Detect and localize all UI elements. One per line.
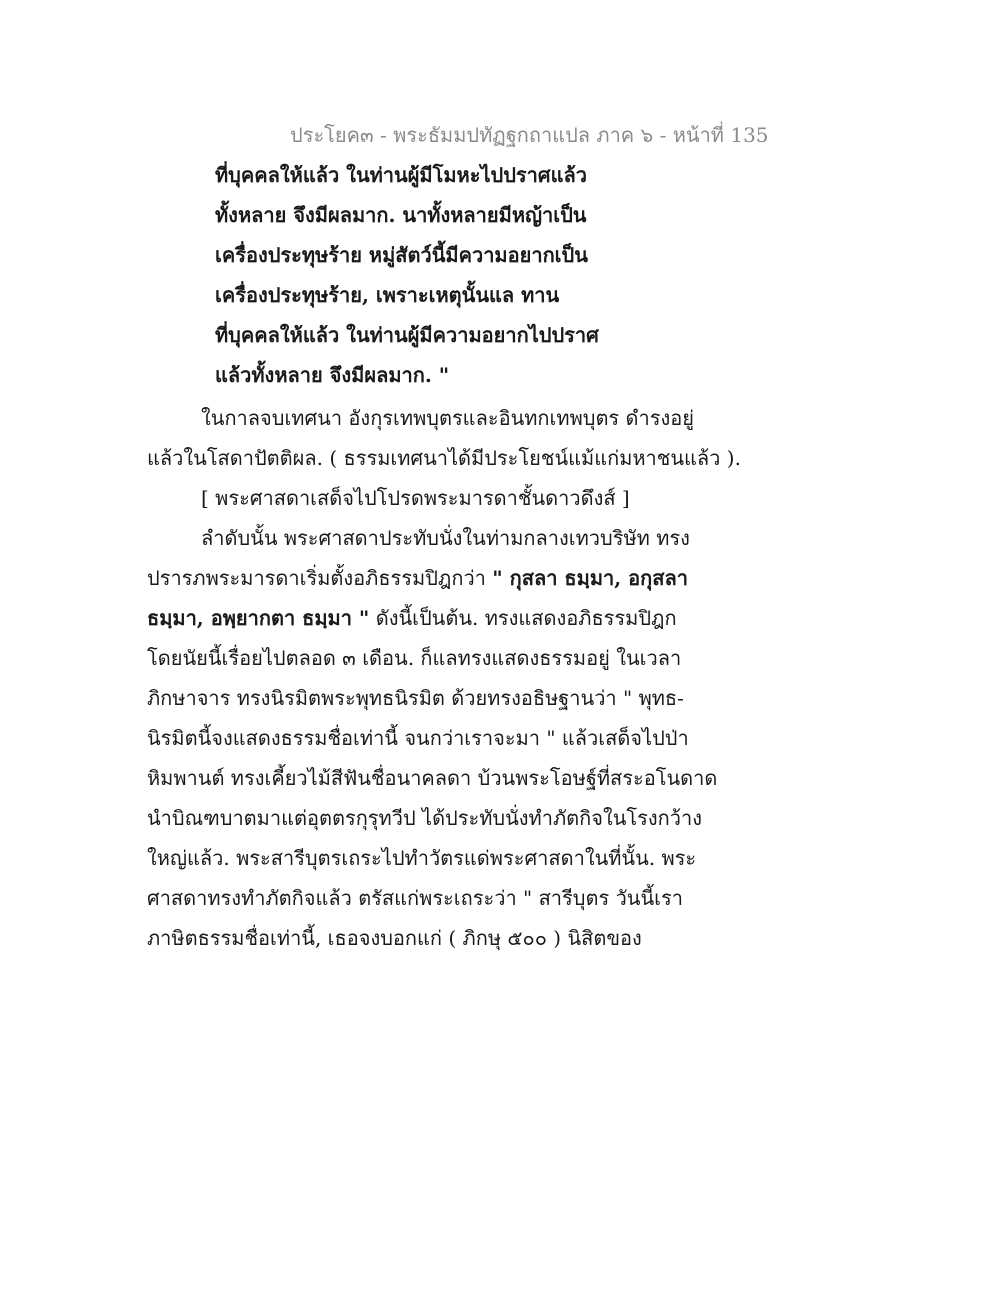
paragraph-line: ลำดับนั้น พระศาสดาประทับนั่งในท่ามกลางเทวบริษัท ทรง bbox=[201, 526, 690, 550]
paragraph-line: นิรมิตนี้จงแสดงธรรมชื่อเท่านี้ จนกว่าเราจะมา " แล้วเสด็จไปป่า bbox=[147, 726, 689, 750]
paragraph-line: ในกาลจบเทศนา อังกุรเทพบุตรและอินทกเทพบุตร ดำรงอยู่ bbox=[201, 406, 694, 430]
body-text bbox=[147, 398, 741, 958]
paragraph-line: โดยนัยนี้เรื่อยไปตลอด ๓ เดือน. ก็แลทรงแสดงธรรมอยู่ ในเวลา bbox=[147, 646, 682, 670]
paragraph-line: ใหญ่แล้ว. พระสารีบุตรเถระไปทำวัตรแด่พระศาสดาในที่นั้น. พระ bbox=[147, 846, 697, 870]
verse-line: แล้วทั้งหลาย จึงมีผลมาก. " bbox=[215, 363, 450, 387]
verse-line: เครื่องประทุษร้าย, เพราะเหตุนั้นแล ทาน bbox=[215, 283, 560, 307]
running-header: ประโยค๓ - พระธัมมปทัฏฐกถาแปล ภาค ๖ - หน้าที่ 135 bbox=[290, 123, 769, 147]
pali-quote: ธมฺมา, อพฺยากตา ธมฺมา " bbox=[147, 606, 370, 630]
paragraph-line: แล้วในโสดาปัตติผล. ( ธรรมเทศนาได้มีประโยชน์แม้แก่มหาชนแล้ว ). bbox=[147, 446, 741, 470]
verse-line: ที่บุคคลให้แล้ว ในท่านผู้มีความอยากไปปราศ bbox=[215, 323, 599, 347]
verse-line: ที่บุคคลให้แล้ว ในท่านผู้มีโมหะไปปราศแล้ว bbox=[215, 163, 587, 187]
pali-quote: " กุสลา ธมฺมา, อกุสลา bbox=[492, 566, 688, 590]
text-run: ปรารภพระมารดาเริ่มตั้งอภิธรรมปิฎกว่า bbox=[147, 566, 493, 590]
verse-line: เครื่องประทุษร้าย หมู่สัตว์นี้มีความอยากเป็น bbox=[215, 243, 588, 267]
paragraph-line: ศาสดาทรงทำภัตกิจแล้ว ตรัสแก่พระเถระว่า " สารีบุตร วันนี้เรา bbox=[147, 886, 683, 910]
paragraph-line: ภาษิตธรรมชื่อเท่านี้, เธอจงบอกแก่ ( ภิกษุ ๕๐๐ ) นิสิตของ bbox=[147, 926, 642, 950]
verse-block bbox=[215, 155, 735, 395]
paragraph-line bbox=[147, 558, 707, 598]
section-heading: [ พระศาสดาเสด็จไปโปรดพระมารดาชั้นดาวดึงส์ ] bbox=[201, 486, 630, 510]
verse-line: ทั้งหลาย จึงมีผลมาก. นาทั้งหลายมีหญ้าเป็น bbox=[215, 203, 587, 227]
paragraph-line: หิมพานต์ ทรงเคี้ยวไม้สีฟันชื่อนาคลดา บ้วนพระโอษฐ์ที่สระอโนดาด bbox=[147, 766, 718, 790]
paragraph-line: ภิกษาจาร ทรงนิรมิตพระพุทธนิรมิต ด้วยทรงอธิษฐานว่า " พุทธ- bbox=[147, 686, 684, 710]
text-run: ดังนี้เป็นต้น. ทรงแสดงอภิธรรมปิฎก bbox=[369, 606, 677, 630]
paragraph-line bbox=[147, 598, 707, 638]
paragraph-line: นำบิณฑบาตมาแต่อุตตรกุรุทวีป ได้ประทับนั่งทำภัตกิจในโรงกว้าง bbox=[147, 806, 702, 830]
